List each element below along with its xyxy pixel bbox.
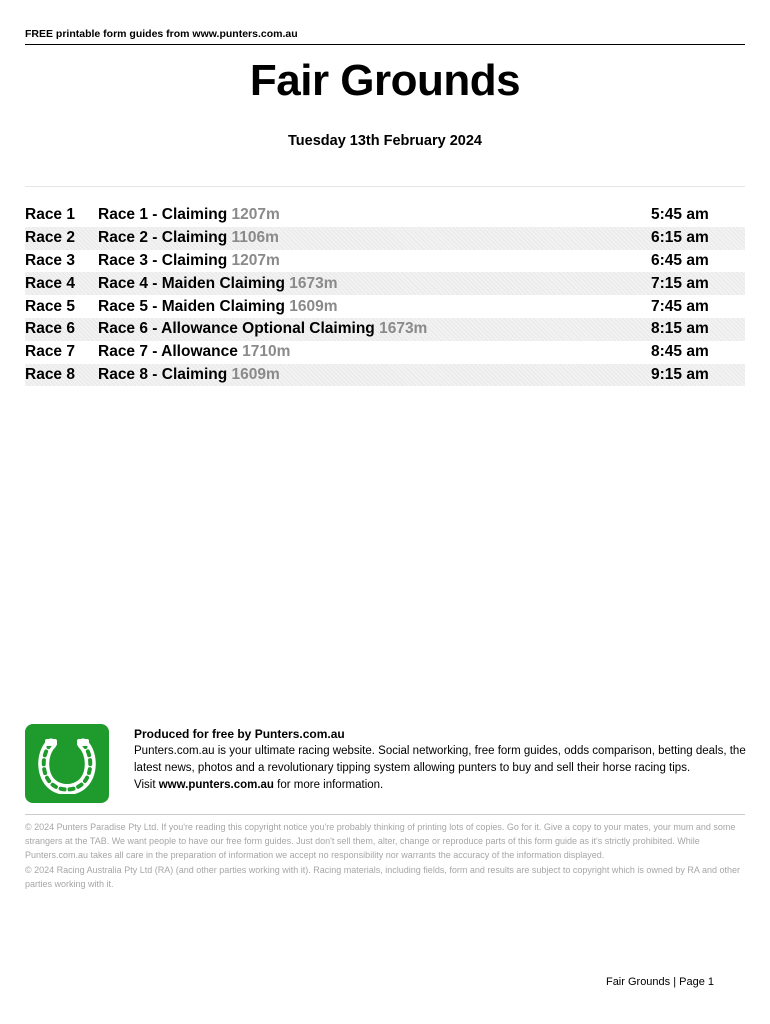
race-number: Race 5 bbox=[25, 297, 75, 315]
race-distance: 1609m bbox=[231, 365, 280, 383]
produced-text bbox=[134, 726, 746, 794]
race-distance: 1106m bbox=[231, 229, 279, 247]
punters-logo bbox=[25, 724, 109, 803]
race-distance: 1673m bbox=[379, 320, 428, 338]
race-time: 6:45 am bbox=[651, 251, 709, 269]
race-time: 9:15 am bbox=[651, 365, 709, 383]
produced-title: Produced for free by Punters.com.au bbox=[134, 727, 345, 741]
copyright-racing-australia: © 2024 Racing Australia Pty Ltd (RA) (and other parties working with it). Racing materials, including fields, form and results are subject to copyright which is owned by RA and other parties working with it. bbox=[25, 864, 740, 889]
date-divider bbox=[25, 186, 745, 187]
race-number: Race 7 bbox=[25, 343, 75, 361]
copyright-divider bbox=[25, 814, 745, 815]
race-number: Race 1 bbox=[25, 206, 75, 224]
race-time: 5:45 am bbox=[651, 206, 709, 224]
race-row bbox=[25, 204, 745, 227]
race-distance: 1673m bbox=[289, 274, 338, 292]
race-title: Race 8 - Claiming 1609m bbox=[98, 365, 280, 383]
race-number: Race 4 bbox=[25, 274, 75, 292]
race-title: Race 1 - Claiming 1207m bbox=[98, 206, 280, 224]
race-time: 7:15 am bbox=[651, 274, 709, 292]
copyright-notice bbox=[25, 820, 745, 891]
race-title: Race 6 - Allowance Optional Claiming 1673m bbox=[98, 320, 428, 338]
race-number: Race 3 bbox=[25, 251, 75, 269]
race-row bbox=[25, 318, 745, 341]
race-row bbox=[25, 272, 745, 295]
race-date: Tuesday 13th February 2024 bbox=[288, 133, 482, 149]
visit-line: Visit www.punters.com.au for more information. bbox=[134, 779, 384, 791]
race-number: Race 6 bbox=[25, 320, 75, 338]
top-divider bbox=[25, 44, 745, 45]
race-time: 6:15 am bbox=[651, 229, 709, 247]
race-title: Race 2 - Claiming 1106m bbox=[98, 229, 279, 247]
race-time: 7:45 am bbox=[651, 297, 709, 315]
race-time: 8:45 am bbox=[651, 343, 709, 361]
race-distance: 1207m bbox=[231, 206, 280, 224]
produced-description: Punters.com.au is your ultimate racing website. Social networking, free form guides, odds comparison, betting deals, the latest news, photos and a revolutionary tipping system allowing punters to buy and sell their horse racing tips. bbox=[134, 745, 746, 774]
race-distance: 1710m bbox=[242, 343, 291, 361]
race-time: 8:15 am bbox=[651, 320, 709, 338]
race-title: Race 4 - Maiden Claiming 1673m bbox=[98, 274, 338, 292]
page-title: Fair Grounds bbox=[249, 56, 521, 105]
page-footer: Fair Grounds | Page 1 bbox=[605, 976, 714, 988]
race-distance: 1207m bbox=[231, 251, 280, 269]
race-distance: 1609m bbox=[289, 297, 338, 315]
copyright-punters: © 2024 Punters Paradise Pty Ltd. If you're reading this copyright notice you're probably thinking of printing lots of copies. Go for it. Give a copy to your mates, your mum and some strangers at the TAB. We want people to have our free form guides. Just don't sell them, alter, change or reproduce parts of this form guide as it's strictly prohibited. While Punters.com.au takes all care in the preparation of information we accept no responsibility nor warrants the accuracy of the information displayed. bbox=[25, 822, 736, 861]
race-title: Race 3 - Claiming 1207m bbox=[98, 251, 280, 269]
horseshoe-icon bbox=[37, 734, 97, 794]
punters-link[interactable]: www.punters.com.au bbox=[158, 779, 274, 791]
race-title: Race 7 - Allowance 1710m bbox=[98, 343, 291, 361]
race-row bbox=[25, 341, 745, 364]
race-row bbox=[25, 227, 745, 250]
race-row bbox=[25, 295, 745, 318]
race-row bbox=[25, 364, 745, 387]
race-number: Race 2 bbox=[25, 229, 75, 247]
top-note: FREE printable form guides from www.punters.com.au bbox=[25, 28, 298, 40]
race-title: Race 5 - Maiden Claiming 1609m bbox=[98, 297, 338, 315]
race-list bbox=[25, 204, 745, 386]
race-row bbox=[25, 250, 745, 273]
race-number: Race 8 bbox=[25, 365, 75, 383]
